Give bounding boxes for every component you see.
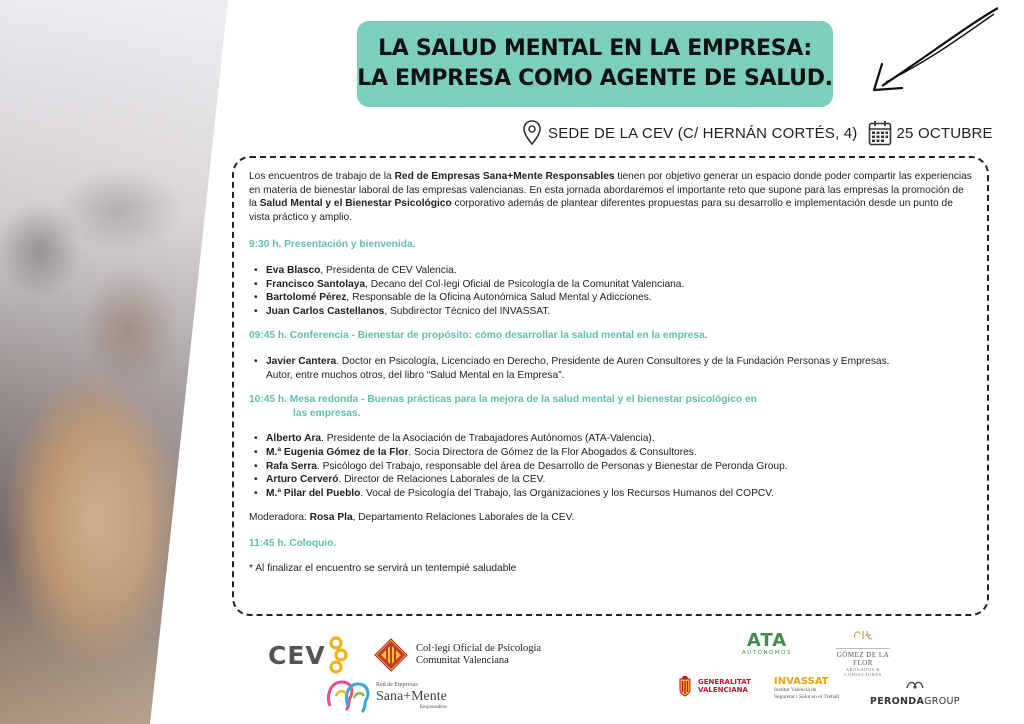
peronda-light-text: GROUP	[924, 696, 960, 707]
speaker-role: , Subdirector Técnico del INVASSAT.	[384, 305, 551, 317]
cev-logo	[268, 636, 350, 674]
intro-bold-topic: Salud Mental y el Bienestar Psicológico	[259, 198, 452, 210]
speaker-name: M.ª Eugenia Gómez de la Flor	[266, 446, 409, 458]
list-item	[253, 446, 973, 460]
copcv-text	[416, 643, 541, 667]
speaker-role: . Presidente de la Asociación de Trabajadores Autónomos (ATA-Valencia).	[321, 433, 655, 445]
speaker-list-welcome	[249, 264, 973, 318]
speaker-role: , Presidenta de CEV Valencia.	[320, 264, 457, 276]
ata-logo-text: ATA	[746, 630, 788, 651]
list-item	[253, 460, 973, 474]
generalitat-text	[698, 678, 751, 695]
program-box	[232, 156, 989, 616]
sanamente-text	[376, 682, 447, 710]
title-line-2: LA EMPRESA COMO AGENTE DE SALUD.	[357, 66, 833, 91]
calendar-icon	[868, 120, 892, 146]
section-heading-closing: 11:45 h. Coloquio.	[249, 537, 337, 549]
speaker-list-conference	[249, 355, 973, 382]
list-item	[253, 264, 973, 278]
roundtable-heading-line-2: las empresas.	[293, 407, 361, 419]
intro-text-1: Los encuentros de trabajo de la	[249, 171, 395, 182]
photo-overlay	[0, 0, 240, 724]
roundtable-heading-line-1: 10:45 h. Mesa redonda - Buenas prácticas para la mejora de la salud mental y el bienestar psicológico en	[249, 394, 757, 406]
copcv-line-2: Comunitat Valenciana	[416, 655, 509, 666]
speaker-role: . Psicólogo del Trabajo, responsable del área de Desarrollo de Personas y Bienestar de Peronda Group.	[316, 460, 788, 472]
gomezdelaflor-logo	[832, 628, 894, 677]
intro-text-3: corporativo además de plantear diferentes propuestas para su desarrollo e implementación desde un punto de vista práctico y amplio.	[249, 198, 953, 223]
intro-bold-network: Red de Empresas Sana+Mente Responsables	[394, 171, 615, 182]
speaker-name: Juan Carlos Castellanos	[266, 305, 385, 317]
peronda-text	[870, 696, 960, 707]
moderator-label: Moderadora:	[249, 512, 310, 524]
speaker-name: Bartolomé Pérez	[266, 292, 347, 304]
invassat-logo	[774, 676, 839, 700]
copcv-line-1: Col·legi Oficial de Psicologia	[416, 643, 542, 654]
sanamente-main-text: Sana+Mente	[376, 689, 447, 704]
sanamente-heads-icon	[326, 676, 372, 716]
invassat-subtext-1: Institut Valencià de	[774, 687, 817, 693]
arrow-icon	[860, 4, 1000, 94]
ata-logo-subtext: AUTÓNOMOS	[742, 650, 792, 656]
speaker-role: , Responsable de la Oficina Autonómica Salud Mental y Adicciones.	[346, 292, 652, 304]
copcv-logo	[374, 638, 541, 672]
list-item	[253, 432, 973, 446]
list-item	[253, 355, 973, 382]
footnote: * Al finalizar el encuentro se servirá un tentempié saludable	[249, 563, 517, 575]
gomezdelaflor-name: GÓMEZ DE LA FLOR	[836, 651, 890, 667]
location-pin-icon	[522, 120, 542, 146]
speaker-list-roundtable	[249, 432, 973, 500]
sanamente-logo	[326, 676, 447, 716]
section-heading-conference: 09:45 h. Conferencia - Bienestar de propósito: cómo desarrollar la salud mental en la empresa.	[249, 330, 708, 342]
speaker-role: , Decano del Col·legi Oficial de Psicología de la Comunitat Valenciana.	[365, 278, 685, 290]
sanamente-top-text: Red de Empresas	[376, 682, 418, 688]
generalitat-line-2: VALENCIANA	[698, 686, 748, 694]
event-date: 25 OCTUBRE	[896, 124, 993, 142]
moderator-role: , Departamento Relaciones Laborales de la CEV.	[352, 512, 575, 524]
moderator-name: Rosa Pla	[309, 512, 353, 524]
generalitat-line-1: GENERALITAT	[698, 677, 751, 686]
speaker-name: Javier Cantera	[266, 355, 337, 367]
generalitat-crest-icon	[678, 675, 692, 697]
peronda-bold-text: PERONDA	[870, 696, 925, 707]
speaker-role: . Socia Directora de Gómez de la Flor Abogados & Consultores.	[408, 446, 697, 458]
speaker-role-extra: Autor, entre muchos otros, del libro “Salud Mental en la Empresa”.	[266, 369, 565, 381]
list-item	[253, 305, 973, 319]
cev-chain-icon	[328, 636, 350, 674]
list-item	[253, 278, 973, 292]
speaker-name: Arturo Cerveró	[266, 474, 339, 486]
speaker-role: . Director de Relaciones Laborales de la CEV.	[338, 474, 546, 486]
speaker-name: Rafa Serra	[266, 460, 317, 472]
section-heading-welcome: 9:30 h. Presentación y bienvenida.	[249, 239, 416, 251]
intro-text-2: tienen por objetivo generar un espacio donde poder compartir las experiencias en materia de bienestar laboral de las empresas valencianas. En esta jornada abordaremos el importante reto que supone para las empresas la promoción de la	[249, 171, 972, 210]
section-heading-roundtable	[249, 393, 973, 420]
speaker-name: Eva Blasco	[266, 264, 321, 276]
venue-location: SEDE DE LA CEV (C/ HERNÁN CORTÉS, 4)	[548, 124, 858, 142]
generalitat-logo	[678, 675, 751, 697]
list-item	[253, 291, 973, 305]
speaker-name: M.ª Pilar del Pueblo	[266, 487, 361, 499]
title-banner	[357, 21, 833, 107]
moderator-line	[249, 511, 973, 525]
gomezdelaflor-monogram-icon	[851, 628, 875, 642]
sanamente-bottom-text: Responsables	[419, 705, 447, 710]
speaker-role: . Vocal de Psicología del Trabajo, las Organizaciones y los Recursos Humanos del COPCV.	[360, 487, 774, 499]
speaker-role: . Doctor en Psicología, Licenciado en Derecho, Presidente de Auren Consultores y de la Fundación Personas y Empresas.	[336, 355, 890, 367]
intro-paragraph	[249, 170, 973, 224]
title-line-1: LA SALUD MENTAL EN LA EMPRESA:	[378, 36, 812, 61]
peronda-logo	[870, 678, 960, 707]
copcv-shield-icon	[374, 638, 408, 672]
speaker-name: Alberto Ara	[266, 433, 322, 445]
invassat-name: INVASSAT	[774, 676, 829, 687]
list-item	[253, 473, 973, 487]
list-item	[253, 487, 973, 501]
speaker-name: Francisco Santolaya	[266, 278, 366, 290]
invassat-subtext-2: Seguretat i Salut en el Treball	[774, 693, 840, 700]
cev-logo-text: CEV	[268, 640, 326, 670]
venue-row	[522, 118, 993, 148]
peronda-emblem-icon	[905, 679, 925, 691]
ata-logo	[742, 632, 792, 656]
gomezdelaflor-subtext: ABOGADOS & CONSULTORES	[844, 667, 882, 677]
